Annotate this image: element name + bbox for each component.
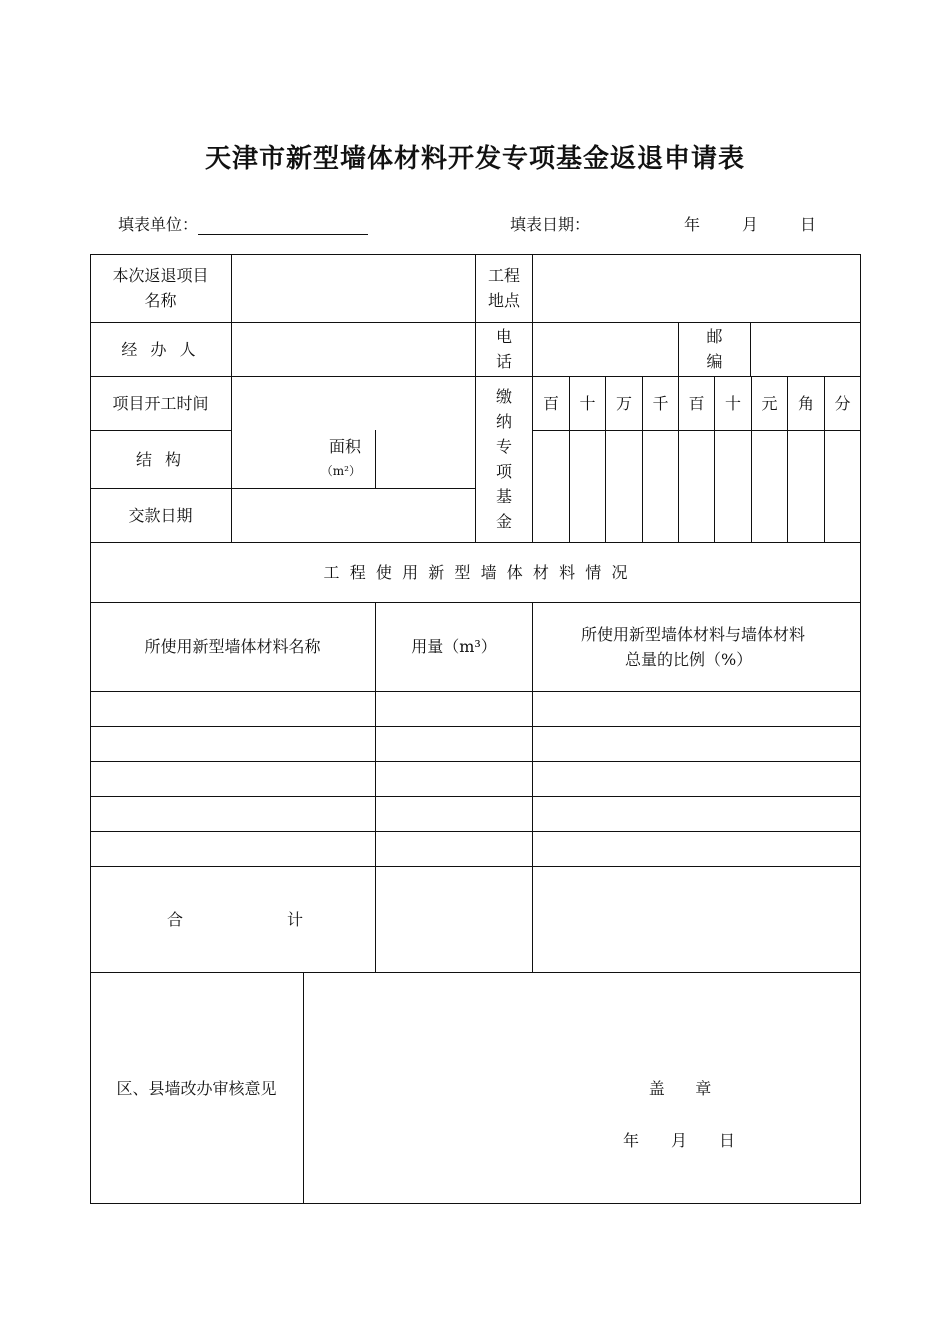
postcode-label-line1: 邮 bbox=[706, 327, 723, 346]
col-header-ratio bbox=[533, 602, 861, 691]
total-ratio-field[interactable] bbox=[533, 867, 860, 971]
material-amount-input[interactable] bbox=[376, 692, 532, 726]
fund-label-char: 缴 bbox=[495, 387, 512, 406]
seal-label: 盖 章 bbox=[648, 1078, 712, 1098]
review-month-label: 月 bbox=[670, 1130, 687, 1150]
digit-header-ten: 十 bbox=[724, 393, 741, 413]
review-year-label: 年 bbox=[622, 1130, 639, 1150]
fund-label-char: 纳 bbox=[495, 412, 512, 431]
unit-field[interactable] bbox=[118, 212, 368, 235]
digit-header-hundred: 百 bbox=[688, 393, 705, 413]
digit-input[interactable] bbox=[570, 431, 605, 541]
digit-input[interactable] bbox=[643, 431, 678, 541]
col-header-ratio-line2: 总量的比例（%） bbox=[625, 649, 753, 669]
material-amount-input[interactable] bbox=[376, 832, 532, 866]
handler-field[interactable] bbox=[232, 323, 475, 375]
site-label-line1: 工程 bbox=[487, 266, 520, 285]
digit-input[interactable] bbox=[752, 431, 787, 541]
review-day-label: 日 bbox=[718, 1130, 735, 1150]
total-amount-field[interactable] bbox=[376, 867, 532, 971]
area-label bbox=[232, 430, 375, 488]
review-opinion-field[interactable] bbox=[304, 973, 860, 1203]
material-amount-input[interactable] bbox=[376, 797, 532, 831]
material-name-input[interactable] bbox=[91, 762, 375, 796]
material-ratio-input[interactable] bbox=[533, 762, 860, 796]
date-label: 填表日期： bbox=[510, 215, 591, 234]
area-field[interactable] bbox=[376, 431, 475, 487]
review-label: 区、县墙改办审核意见 bbox=[116, 1078, 277, 1098]
digit-header-fen: 分 bbox=[834, 393, 851, 413]
material-name-input[interactable] bbox=[91, 832, 375, 866]
form-title: 天津市新型墙体材料开发专项基金返退申请表 bbox=[204, 144, 745, 174]
col-header-ratio-line1: 所使用新型墙体材料与墙体材料 bbox=[581, 624, 806, 644]
total-label-1: 合 bbox=[166, 909, 183, 929]
project-name-label-line2: 名称 bbox=[144, 291, 177, 310]
payment-date-label: 交款日期 bbox=[128, 505, 193, 525]
date-day-label: 日 bbox=[800, 215, 817, 234]
area-unit: （m²） bbox=[320, 464, 361, 478]
materials-section-title: 工 程 使 用 新 型 墙 体 材 料 情 况 bbox=[323, 562, 628, 582]
digit-input[interactable] bbox=[788, 431, 824, 541]
unit-label: 填表单位： bbox=[118, 215, 199, 234]
fund-label-char: 基 bbox=[495, 487, 512, 506]
digit-input[interactable] bbox=[715, 431, 751, 541]
phone-label-line2: 话 bbox=[495, 352, 512, 371]
postcode-field[interactable] bbox=[751, 323, 860, 375]
start-time-label: 项目开工时间 bbox=[112, 393, 209, 413]
digit-header-jiao: 角 bbox=[797, 393, 814, 413]
fund-label-char: 专 bbox=[495, 437, 512, 456]
area-label-text: 面积 bbox=[328, 437, 361, 456]
digit-input[interactable] bbox=[533, 431, 569, 541]
digit-header-yuan: 元 bbox=[761, 393, 778, 413]
payment-date-field[interactable] bbox=[232, 489, 475, 541]
postcode-label bbox=[679, 322, 750, 376]
digit-input[interactable] bbox=[606, 431, 642, 541]
material-name-input[interactable] bbox=[91, 692, 375, 726]
site-field[interactable] bbox=[533, 255, 860, 321]
material-ratio-input[interactable] bbox=[533, 692, 860, 726]
site-label bbox=[476, 254, 532, 322]
col-header-amount: 用量（m³） bbox=[411, 637, 497, 656]
digit-input[interactable] bbox=[825, 431, 860, 541]
digit-header-hundred-thousand: 百 bbox=[542, 393, 559, 413]
phone-field[interactable] bbox=[533, 323, 678, 375]
material-amount-input[interactable] bbox=[376, 762, 532, 796]
date-month-label: 月 bbox=[742, 215, 759, 234]
digit-header-ten-thousand: 十 bbox=[579, 393, 596, 413]
digit-input[interactable] bbox=[679, 431, 714, 541]
project-name-label bbox=[90, 254, 231, 322]
postcode-label-line2: 编 bbox=[706, 352, 723, 371]
digit-header-thousand: 千 bbox=[652, 393, 669, 413]
project-name-field[interactable] bbox=[232, 255, 475, 321]
fund-label-char: 金 bbox=[495, 512, 512, 531]
fund-label-char: 项 bbox=[495, 462, 512, 481]
site-label-line2: 地点 bbox=[487, 291, 520, 310]
material-name-input[interactable] bbox=[91, 727, 375, 761]
material-amount-input[interactable] bbox=[376, 727, 532, 761]
total-label-2: 计 bbox=[286, 909, 303, 929]
date-year-label: 年 bbox=[684, 215, 701, 234]
material-ratio-input[interactable] bbox=[533, 797, 860, 831]
col-header-material-name: 所使用新型墙体材料名称 bbox=[144, 637, 321, 656]
material-ratio-input[interactable] bbox=[533, 832, 860, 866]
material-name-input[interactable] bbox=[91, 797, 375, 831]
material-ratio-input[interactable] bbox=[533, 727, 860, 761]
unit-underline[interactable] bbox=[198, 218, 368, 235]
structure-label: 结 构 bbox=[135, 449, 186, 469]
fund-label bbox=[476, 376, 532, 542]
handler-label: 经 办 人 bbox=[121, 339, 200, 359]
phone-label-line1: 电 bbox=[495, 327, 512, 346]
phone-label bbox=[476, 322, 532, 376]
digit-header-wan: 万 bbox=[615, 393, 632, 413]
project-name-label-line1: 本次返退项目 bbox=[112, 266, 209, 285]
